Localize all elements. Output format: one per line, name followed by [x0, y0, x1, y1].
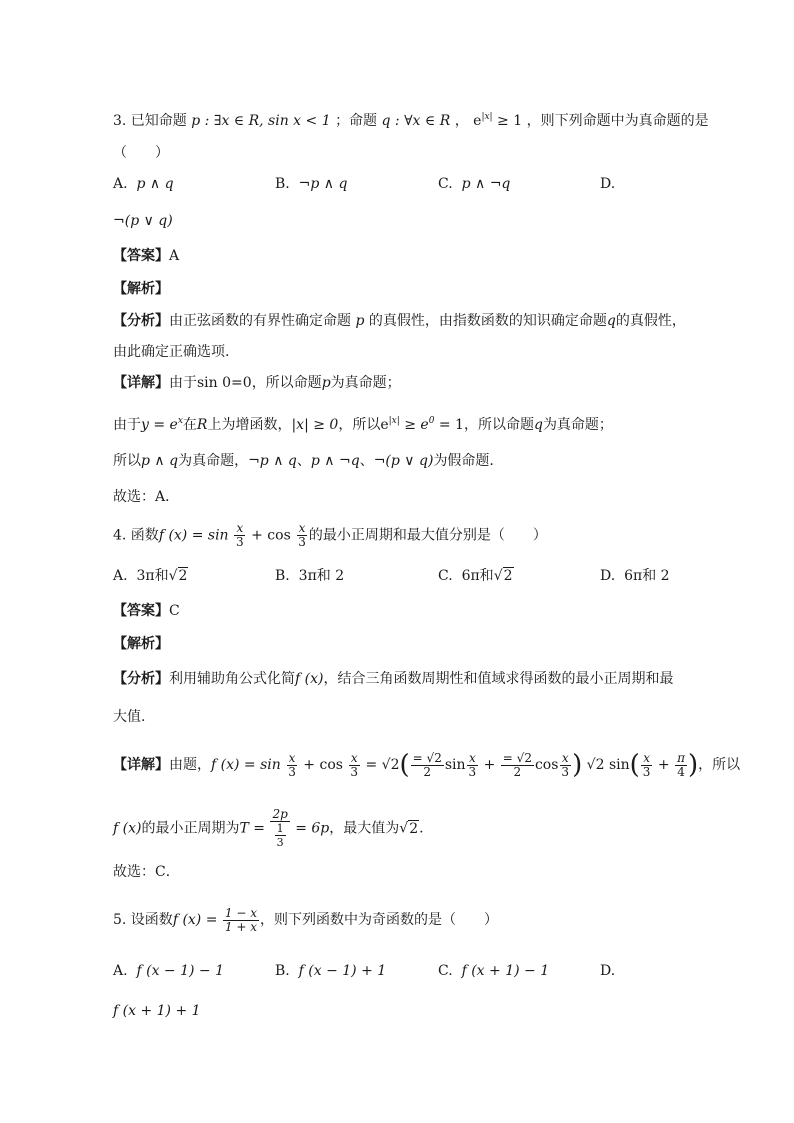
q3-blank: （ ） [113, 145, 169, 161]
q3-answer [113, 245, 179, 267]
q4-option-b: B. 3π和 2 [275, 568, 345, 584]
q3-stem [113, 106, 709, 132]
q4-analysis-tag: 【解析】 [113, 636, 169, 652]
q3-detail-3: 所以p ∧ q为真命题，¬p ∧ q、p ∧ ¬q、¬(p ∨ q)为假命题. [113, 453, 494, 469]
answer-tag: 【答案】 [113, 248, 169, 264]
q3-stem-suffix: ，则下列命题中为真命题的是 [526, 113, 709, 129]
q5-stem: 5. 设函数f (x) = $\frac{1 - x}{1 + x}$ ，则下列函数中为奇函数的是（ ） [113, 905, 498, 934]
q3-option-c: C. p ∧ ¬q [438, 176, 511, 192]
q3-q-condition: $e^{|x|} \ge 1$ [473, 112, 523, 129]
q4-option-d: D. 6π和 2 [600, 568, 670, 584]
q5-option-c: C. f (x + 1) − 1 [438, 963, 550, 979]
q4-detail-1: 【详解】由题，f (x) = sin $\frac{x}{3}$ + cos $\frac{x}{3}$ = √2( $\frac{= √2}{2}$ sin $\frac{x}{3}$ + $\frac{= √2}{2}$ cos $\frac{x}{3}$ ) √2 sin( $\frac{x}{3}$ + $\frac{\pi}{4}$ )，所以 [113, 750, 741, 780]
q4-stem: 4. 函数f (x) = sin $\frac{x}{3}$ + cos $\frac{x}{3}$ 的最小正周期和最大值分别是（ ） [113, 521, 547, 549]
q3-option-b: B. ¬p ∧ q [275, 176, 348, 192]
q4-detail-2: f (x)的最小正周期为T = $\frac{2p}{\frac{1}{3}}$ = 6p，最大值为√2. [113, 807, 424, 849]
q3-separator-2: ， [454, 113, 469, 129]
q5-option-a: A. f (x − 1) − 1 [113, 963, 224, 979]
q4-analysis: 【分析】利用辅助角公式化简f (x)，结合三角函数周期性和值域求得函数的最小正周期和最 [113, 671, 674, 687]
q3-analysis: 【分析】由正弦函数的有界性确定命题 p 的真假性，由指数函数的知识确定命题q的真假性， [113, 313, 686, 329]
q3-option-d-expr: ¬(p ∨ q) [113, 213, 173, 229]
q4-choice: 故选：C． [113, 864, 180, 880]
q4-option-a: A. 3π和√2 [113, 568, 188, 584]
q5-option-d-label: D. [600, 963, 616, 979]
q3-separator: ；命题 [335, 113, 378, 129]
q3-proposition-p: p : ∃x ∈ R, sin x < 1 [191, 113, 331, 129]
q3-proposition-q: q : ∀x ∈ R [381, 113, 451, 129]
q3-option-a: A. p ∧ q [113, 176, 174, 192]
q3-choice: 故选：A． [113, 489, 180, 505]
q3-detail-2: 由于$y = e^x$在R上为增函数，|x| ≥ 0，所以$e^{|x|} \ge e^0 = 1$，所以命题q为真命题； [113, 416, 613, 433]
q3-detail-1: 【详解】由于sin 0=0，所以命题p为真命题； [113, 375, 401, 391]
q5-option-d-expr: f (x + 1) + 1 [113, 1003, 201, 1019]
q4-answer: 【答案】C [113, 603, 180, 619]
q4-analysis-cont: 大值. [113, 709, 146, 725]
q5-option-b: B. f (x − 1) + 1 [275, 963, 387, 979]
q3-analysis-tag: 【解析】 [113, 281, 169, 297]
q4-option-c: C. 6π和√2 [438, 568, 513, 584]
q3-answer-value: A [169, 248, 180, 264]
q3-stem-prefix: 3. 已知命题 [113, 113, 187, 129]
q3-option-d-label: D. [600, 176, 616, 192]
q3-analysis-cont: 由此确定正确选项. [113, 344, 230, 360]
